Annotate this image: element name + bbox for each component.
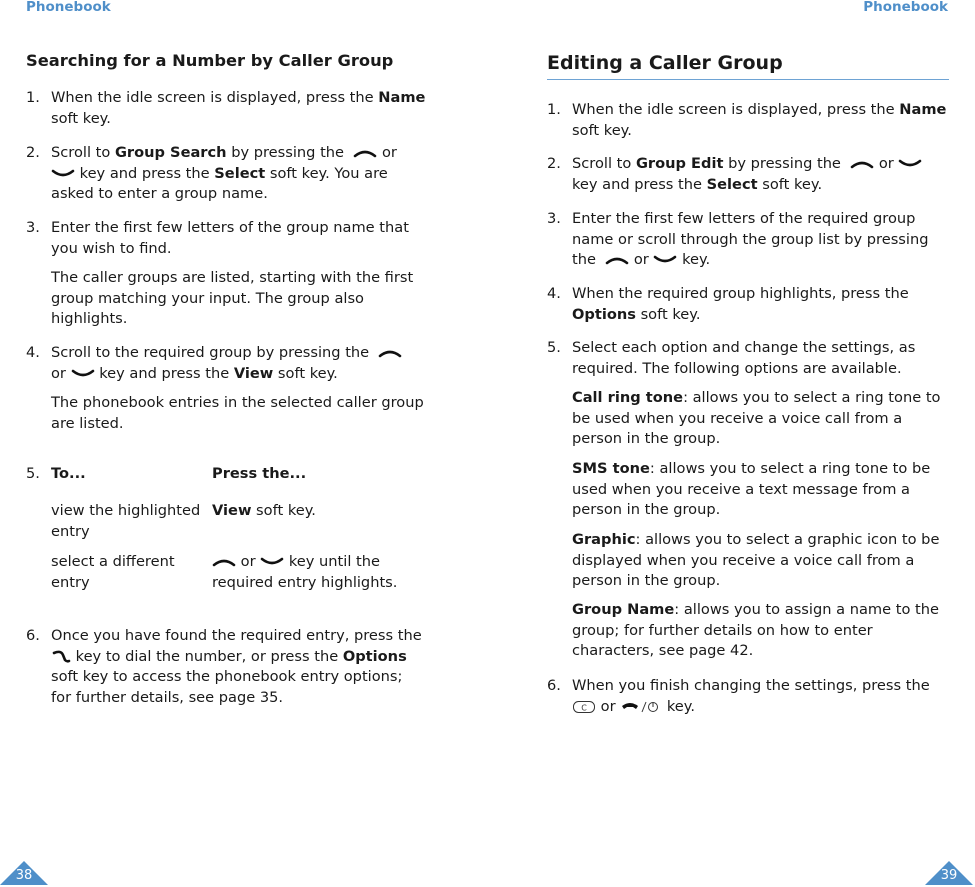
send-key-icon	[51, 650, 71, 664]
option-group-name: Group Name: allows you to assign a name to the group; for further details on how to enter characters, see page 42.	[572, 601, 939, 659]
step-note: The phonebook entries in the selected caller group are listed.	[51, 394, 424, 432]
scroll-down-key-icon	[260, 557, 284, 567]
page-number-right: 39	[925, 861, 973, 885]
table-cell-action: select a different entry	[51, 553, 175, 591]
left-running-header: Phonebook	[26, 0, 111, 15]
scroll-up-key-icon	[850, 159, 874, 169]
svg-text:C: C	[581, 703, 587, 712]
step-number: 5.	[26, 465, 40, 482]
step-number: 2.	[547, 155, 561, 172]
step-number: 6.	[26, 627, 40, 644]
table-header-press: Press the...	[212, 465, 307, 482]
option-call-ring-tone: Call ring tone: allows you to select a ring tone to be used when you receive a voice call from a person in the group.	[572, 389, 941, 447]
option-sms-tone: SMS tone: allows you to select a ring tone to be used when you receive a text message from a person in the group.	[572, 460, 931, 518]
step-number: 1.	[547, 101, 561, 118]
scroll-up-key-icon	[353, 148, 377, 158]
right-running-header: Phonebook	[863, 0, 948, 15]
step-text: Scroll to Group Edit by pressing the or key and press the Select soft key.	[572, 154, 949, 195]
step-text: Scroll to the required group by pressing the or key and press the View soft key.	[51, 343, 426, 384]
clear-key-icon	[572, 700, 596, 714]
table-cell-action: view the highlighted entry	[51, 502, 201, 540]
step-number: 3.	[26, 219, 40, 236]
step-note: The caller groups are listed, starting with the first group matching your input. The group also highlights.	[51, 269, 414, 327]
scroll-down-key-icon	[71, 369, 95, 379]
step-text: When the idle screen is displayed, press the Name soft key.	[572, 101, 947, 139]
step-text: When the required group highlights, press the Options soft key.	[572, 285, 909, 323]
end-power-key-icon	[620, 700, 662, 714]
step-number: 3.	[547, 210, 561, 227]
section-subtitle: Searching for a Number by Caller Group	[26, 51, 394, 70]
step-number: 1.	[26, 89, 40, 106]
step-number: 2.	[26, 144, 40, 161]
step-text: Enter the first few letters of the group name that you wish to find.	[51, 219, 409, 257]
step-text: Enter the first few letters of the required group name or scroll through the group list by pressing the or key.	[572, 210, 929, 268]
step-text: Scroll to Group Search by pressing the or key and press the Select soft key. You are asked to enter a group name.	[51, 144, 397, 202]
scroll-down-key-icon	[653, 255, 677, 265]
scroll-up-key-icon	[378, 348, 402, 358]
left-page	[26, 51, 426, 706]
step-text: When you finish changing the settings, press the C or key.	[572, 677, 930, 715]
step-number: 4.	[26, 344, 40, 361]
step-number: 5.	[547, 339, 561, 356]
right-page	[547, 51, 949, 715]
scroll-down-key-icon	[898, 159, 922, 169]
step-number: 6.	[547, 677, 561, 694]
option-graphic: Graphic: allows you to select a graphic icon to be displayed when you receive a voice call from a person in the group.	[572, 531, 940, 589]
table-cell-key: View soft key.	[212, 502, 316, 519]
scroll-down-key-icon	[51, 169, 75, 179]
step-text: Once you have found the required entry, press the key to dial the number, or press the Options soft key to access the phonebook entry options; for further details, see page 35.	[51, 627, 422, 706]
table-header-to: To...	[51, 465, 86, 482]
section-title: Editing a Caller Group	[547, 51, 949, 80]
scroll-up-key-icon	[212, 557, 236, 567]
table-cell-key: or key until the required entry highlights.	[212, 553, 398, 591]
step-text: When the idle screen is displayed, press the Name soft key.	[51, 89, 426, 127]
step-text: Select each option and change the settings, as required. The following options are available.	[572, 339, 916, 377]
page-number-left: 38	[0, 861, 48, 885]
scroll-up-key-icon	[605, 255, 629, 265]
step-number: 4.	[547, 285, 561, 302]
